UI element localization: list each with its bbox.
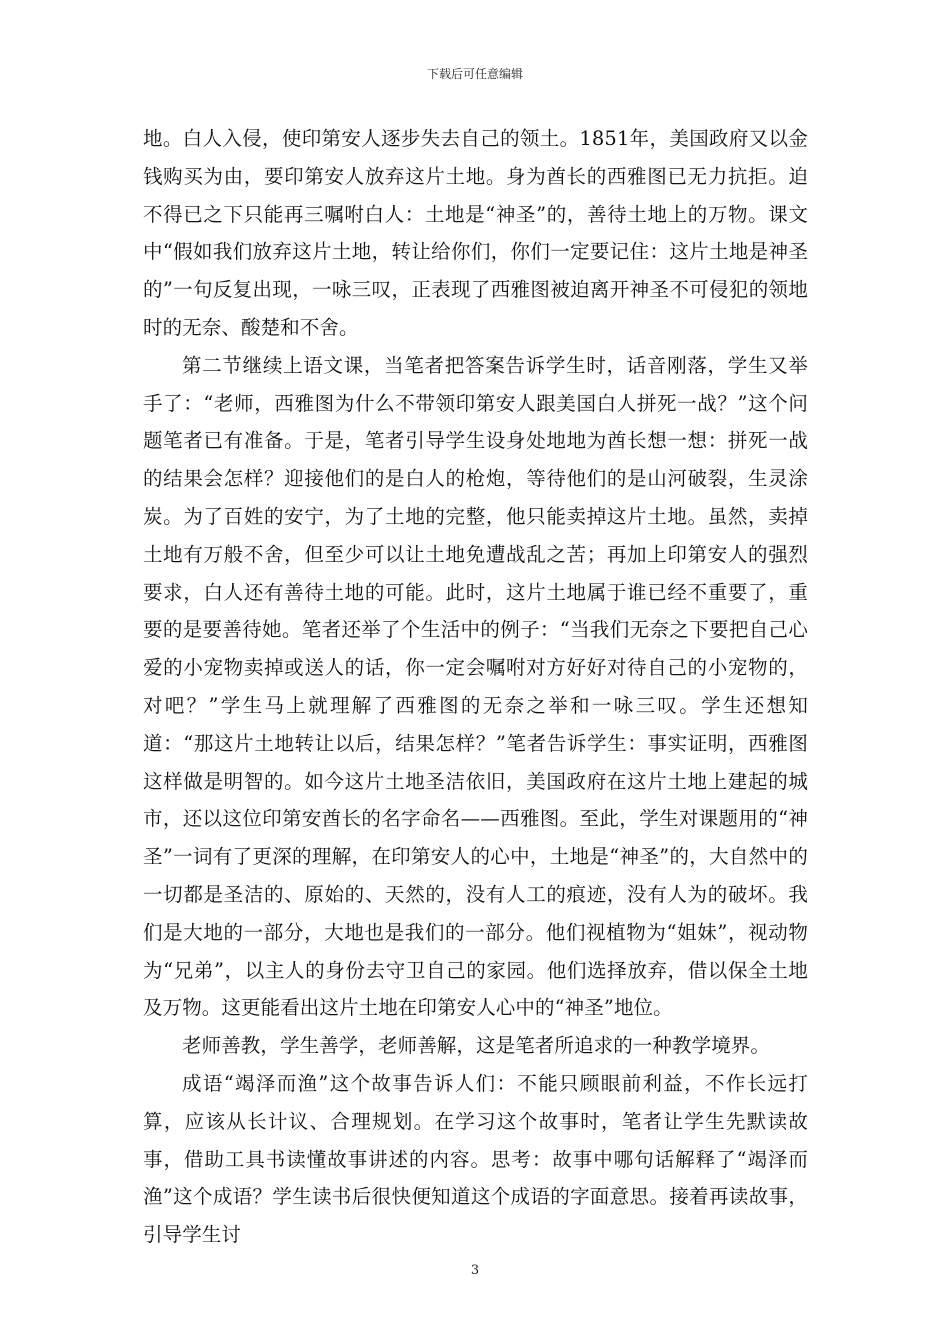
- paragraph-continuation: 地。白人入侵，使印第安人逐步失去自己的领土。1851年，美国政府又以金钱购买为由，要印第安人放弃这片土地。身为酋长的西雅图已无力抗拒。迫不得已之下只能再三嘱咐白人：土地是“神圣”的，善待土地上的万物。课文中“假如我们放弃这片土地，转让给你们，你们一定要记住：这片土地是神圣的”一句反复出现，一咏三叹，正表现了西雅图被迫离开神圣不可侵犯的领地时的无奈、酸楚和不舍。: [143, 127, 808, 339]
- paragraph: 成语“竭泽而渔”这个故事告诉人们：不能只顾眼前利益，不作长远打算，应该从长计议、合理规划。在学习这个故事时，笔者让学生先默读故事，借助工具书读懂故事讲述的内容。思考：故事中哪句话解释了“竭泽而渔”这个成语？学生读书后很快便知道这个成语的字面意思。接着再读故事，引导学生讨: [143, 1071, 808, 1247]
- page-header: 下载后可任意编辑: [426, 67, 523, 81]
- document-body: [143, 120, 808, 1254]
- paragraph: 老师善教，学生善学，老师善解，这是笔者所追求的一种教学境界。: [182, 1034, 771, 1058]
- paragraph: 第二节继续上语文课，当笔者把答案告诉学生时，话音刚落，学生又举手了：“老师，西雅图为什么不带领印第安人跟美国白人拼死一战？”这个问题笔者已有准备。于是，笔者引导学生设身处地地为酋长想一想：拼死一战的结果会怎样？迎接他们的是白人的枪炮，等待他们的是山河破裂，生灵涂炭。为了百姓的安宁，为了土地的完整，他只能卖掉这片土地。虽然，卖掉土地有万般不舍，但至少可以让土地免遭战乱之苦；再加上印第安人的强烈要求，白人还有善待土地的可能。此时，这片土地属于谁已经不重要了，重要的是要善待她。笔者还举了个生活中的例子：“当我们无奈之下要把自己心爱的小宠物卖掉或送人的话，你一定会嘱咐对方好好对待自己的小宠物的，对吧？”学生马上就理解了西雅图的无奈之举和一咏三叹。学生还想知道：“那这片土地转让以后，结果怎样？”笔者告诉学生：事实证明，西雅图这样做是明智的。如今这片土地圣洁依旧，美国政府在这片土地上建起的城市，还以这位印第安酋长的名字命名——西雅图。至此，学生对课题用的“神圣”一词有了更深的理解，在印第安人的心中，土地是“神圣”的，大自然中的一切都是圣洁的、原始的、天然的，没有人工的痕迹，没有人为的破坏。我们是大地的一部分，大地也是我们的一部分。他们视植物为“姐妹”，视动物为“兄弟”，以主人的身份去守卫自己的家园。他们选择放弃，借以保全土地及万物。这更能看出这片土地在印第安人心中的“神圣”地位。: [143, 353, 808, 1020]
- page-number: 3: [470, 1263, 480, 1278]
